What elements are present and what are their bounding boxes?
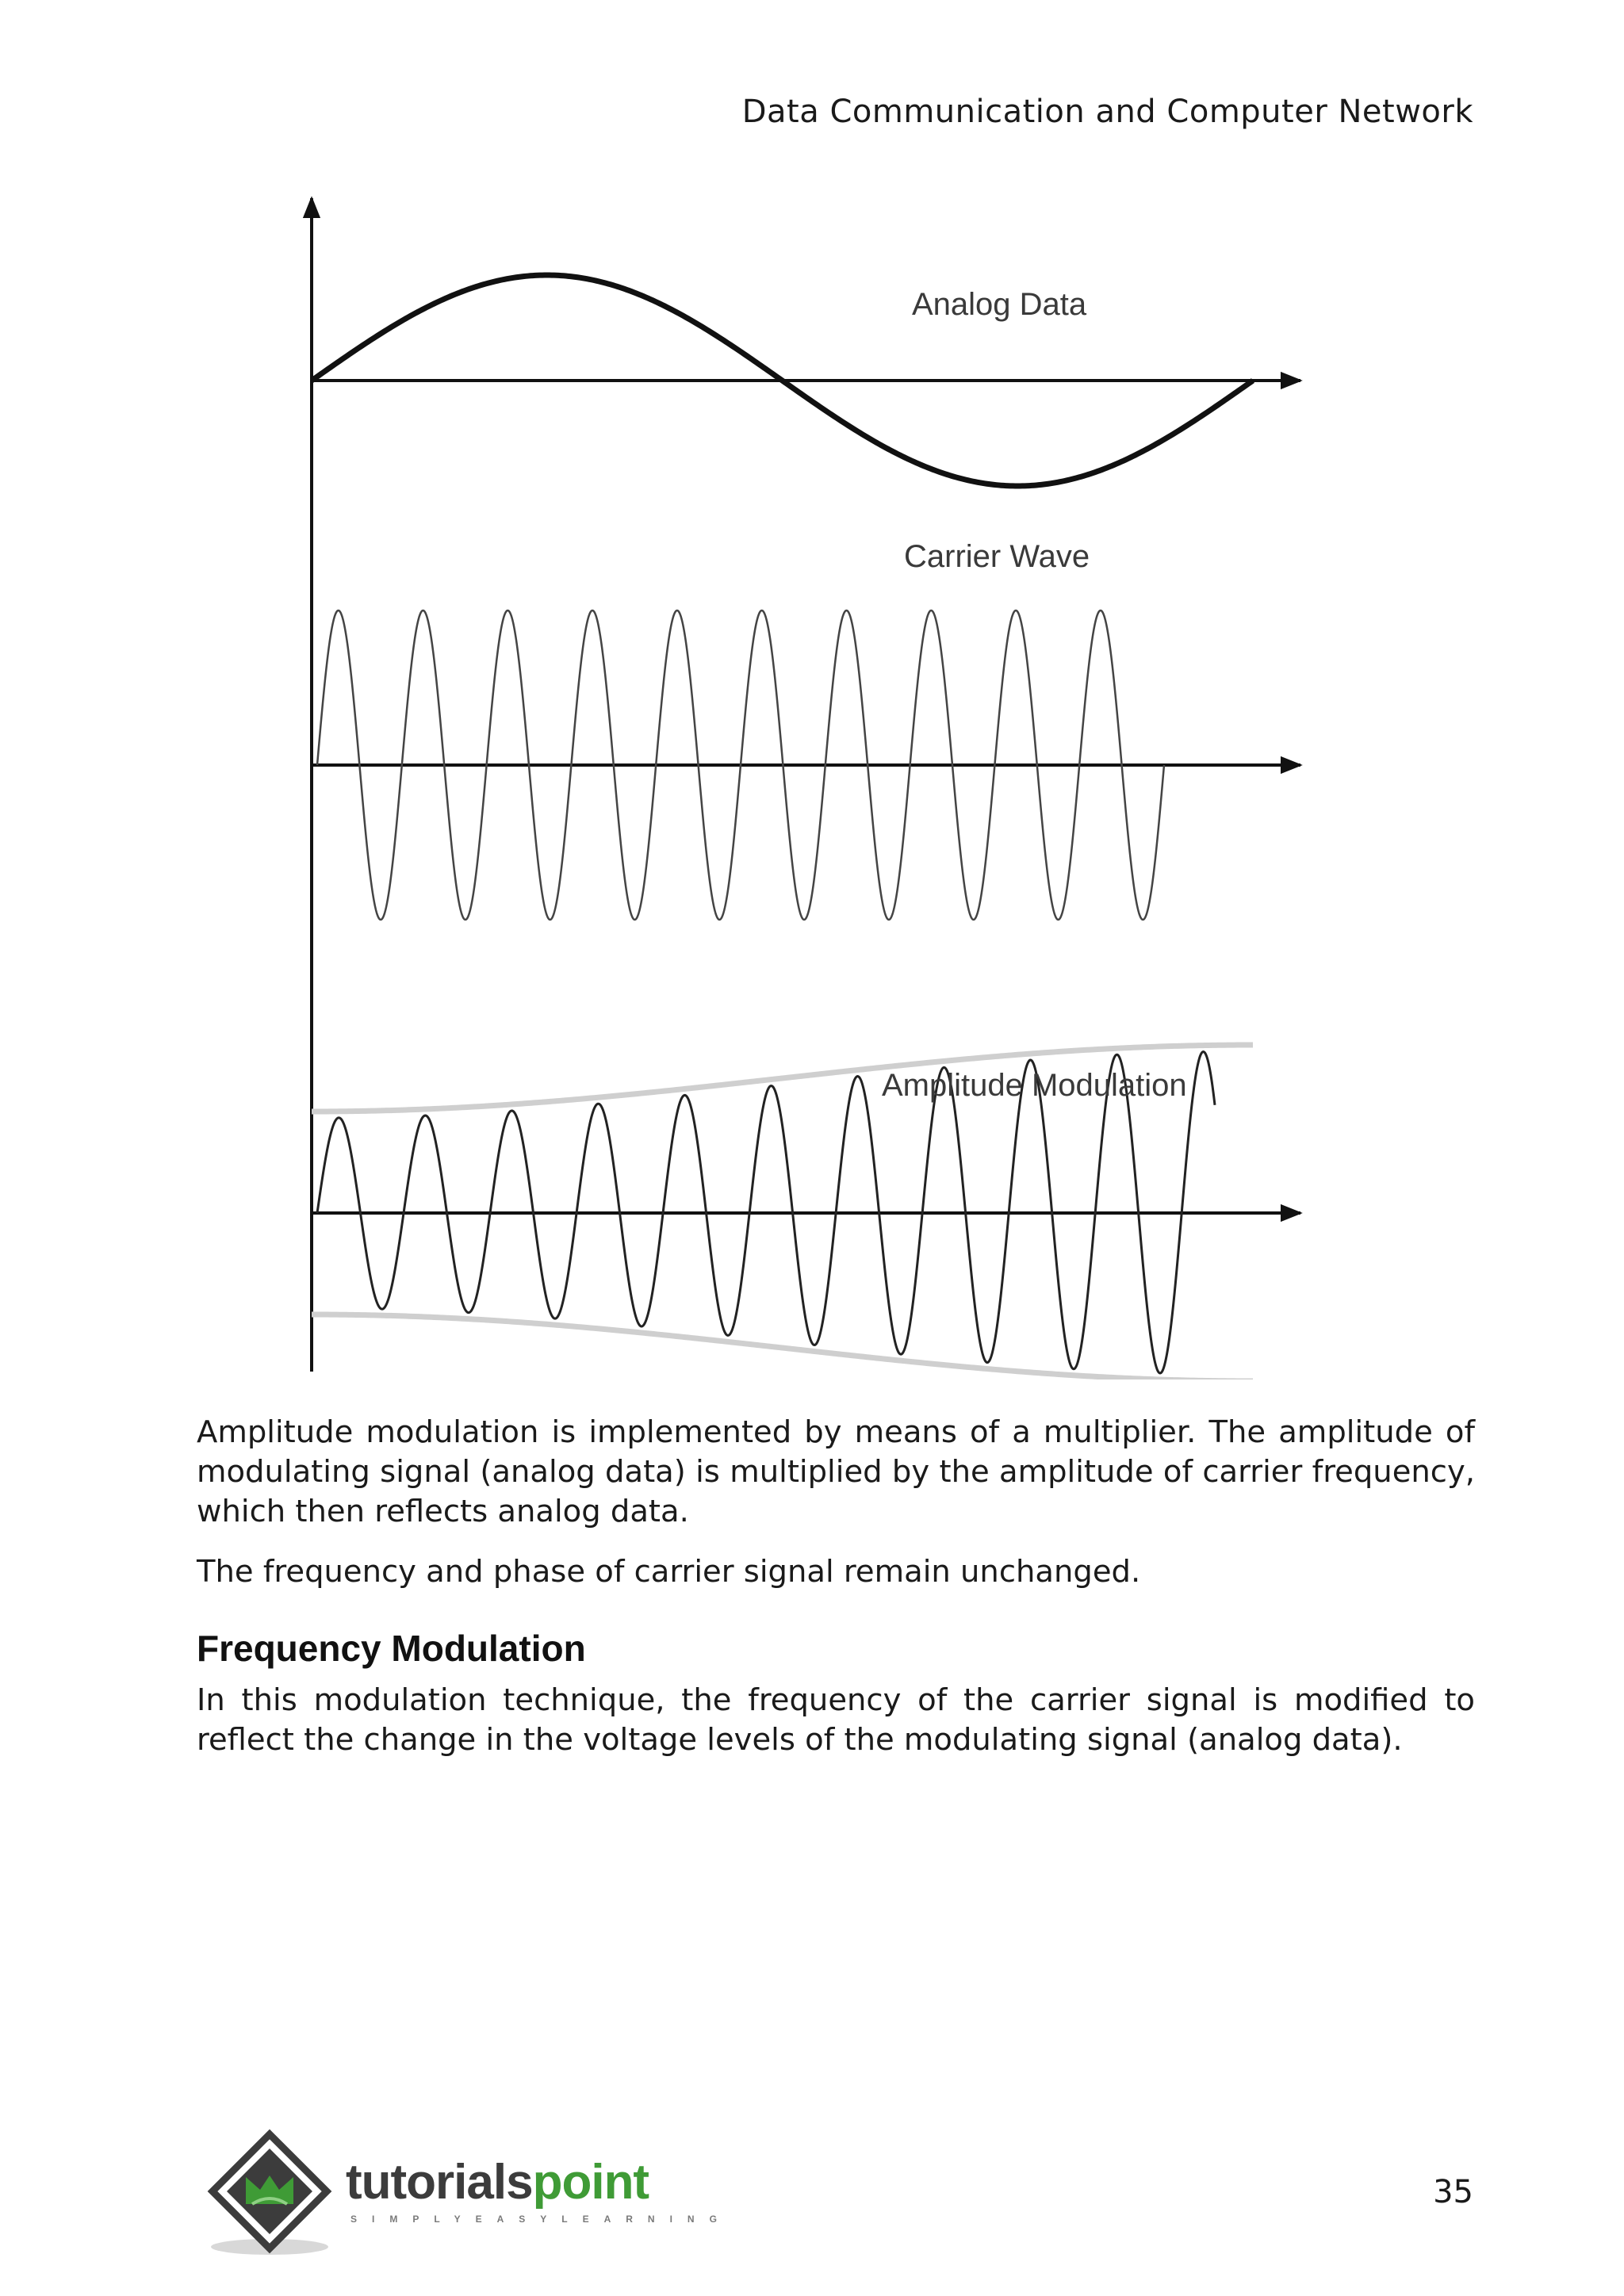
paragraph-frequency-modulation: In this modulation technique, the frequency of the carrier signal is modified to reflect the change in the voltage levels of the modulating signal (analog data). [197,1682,1475,1758]
carrier-wave-label: Carrier Wave [904,539,1090,574]
figure-axes [312,198,1300,1372]
paragraph-frequency-phase: The frequency and phase of carrier signal remain unchanged. [197,1554,1141,1590]
analog-data-label: Analog Data [912,287,1087,322]
paragraph-amplitude-modulation: Amplitude modulation is implemented by means of a multiplier. The amplitude of modulating signal (analog data) is multiplied by the amplitude of carrier frequency, which then reflects analog data. [197,1414,1475,1529]
modulation-diagram [270,190,1316,1380]
logo-word-point: point [532,2155,649,2210]
running-header: Data Communication and Computer Network [741,94,1473,130]
modulation-figure [270,190,1316,1380]
section-heading-frequency-modulation: Frequency Modulation [197,1628,586,1669]
logo-emblem-icon [205,2128,343,2263]
logo-tagline: SIMPLYEASYLEARNING [350,2214,732,2225]
page-number: 35 [1433,2174,1473,2210]
logo-wordmark [346,2155,649,2210]
logo-word-tutorials: tutorials [346,2155,533,2210]
carrier-wave [317,610,1164,920]
amplitude-modulation-label: Amplitude Modulation [882,1068,1187,1103]
lower-envelope [312,1314,1253,1380]
tutorialspoint-logo [205,2128,732,2263]
